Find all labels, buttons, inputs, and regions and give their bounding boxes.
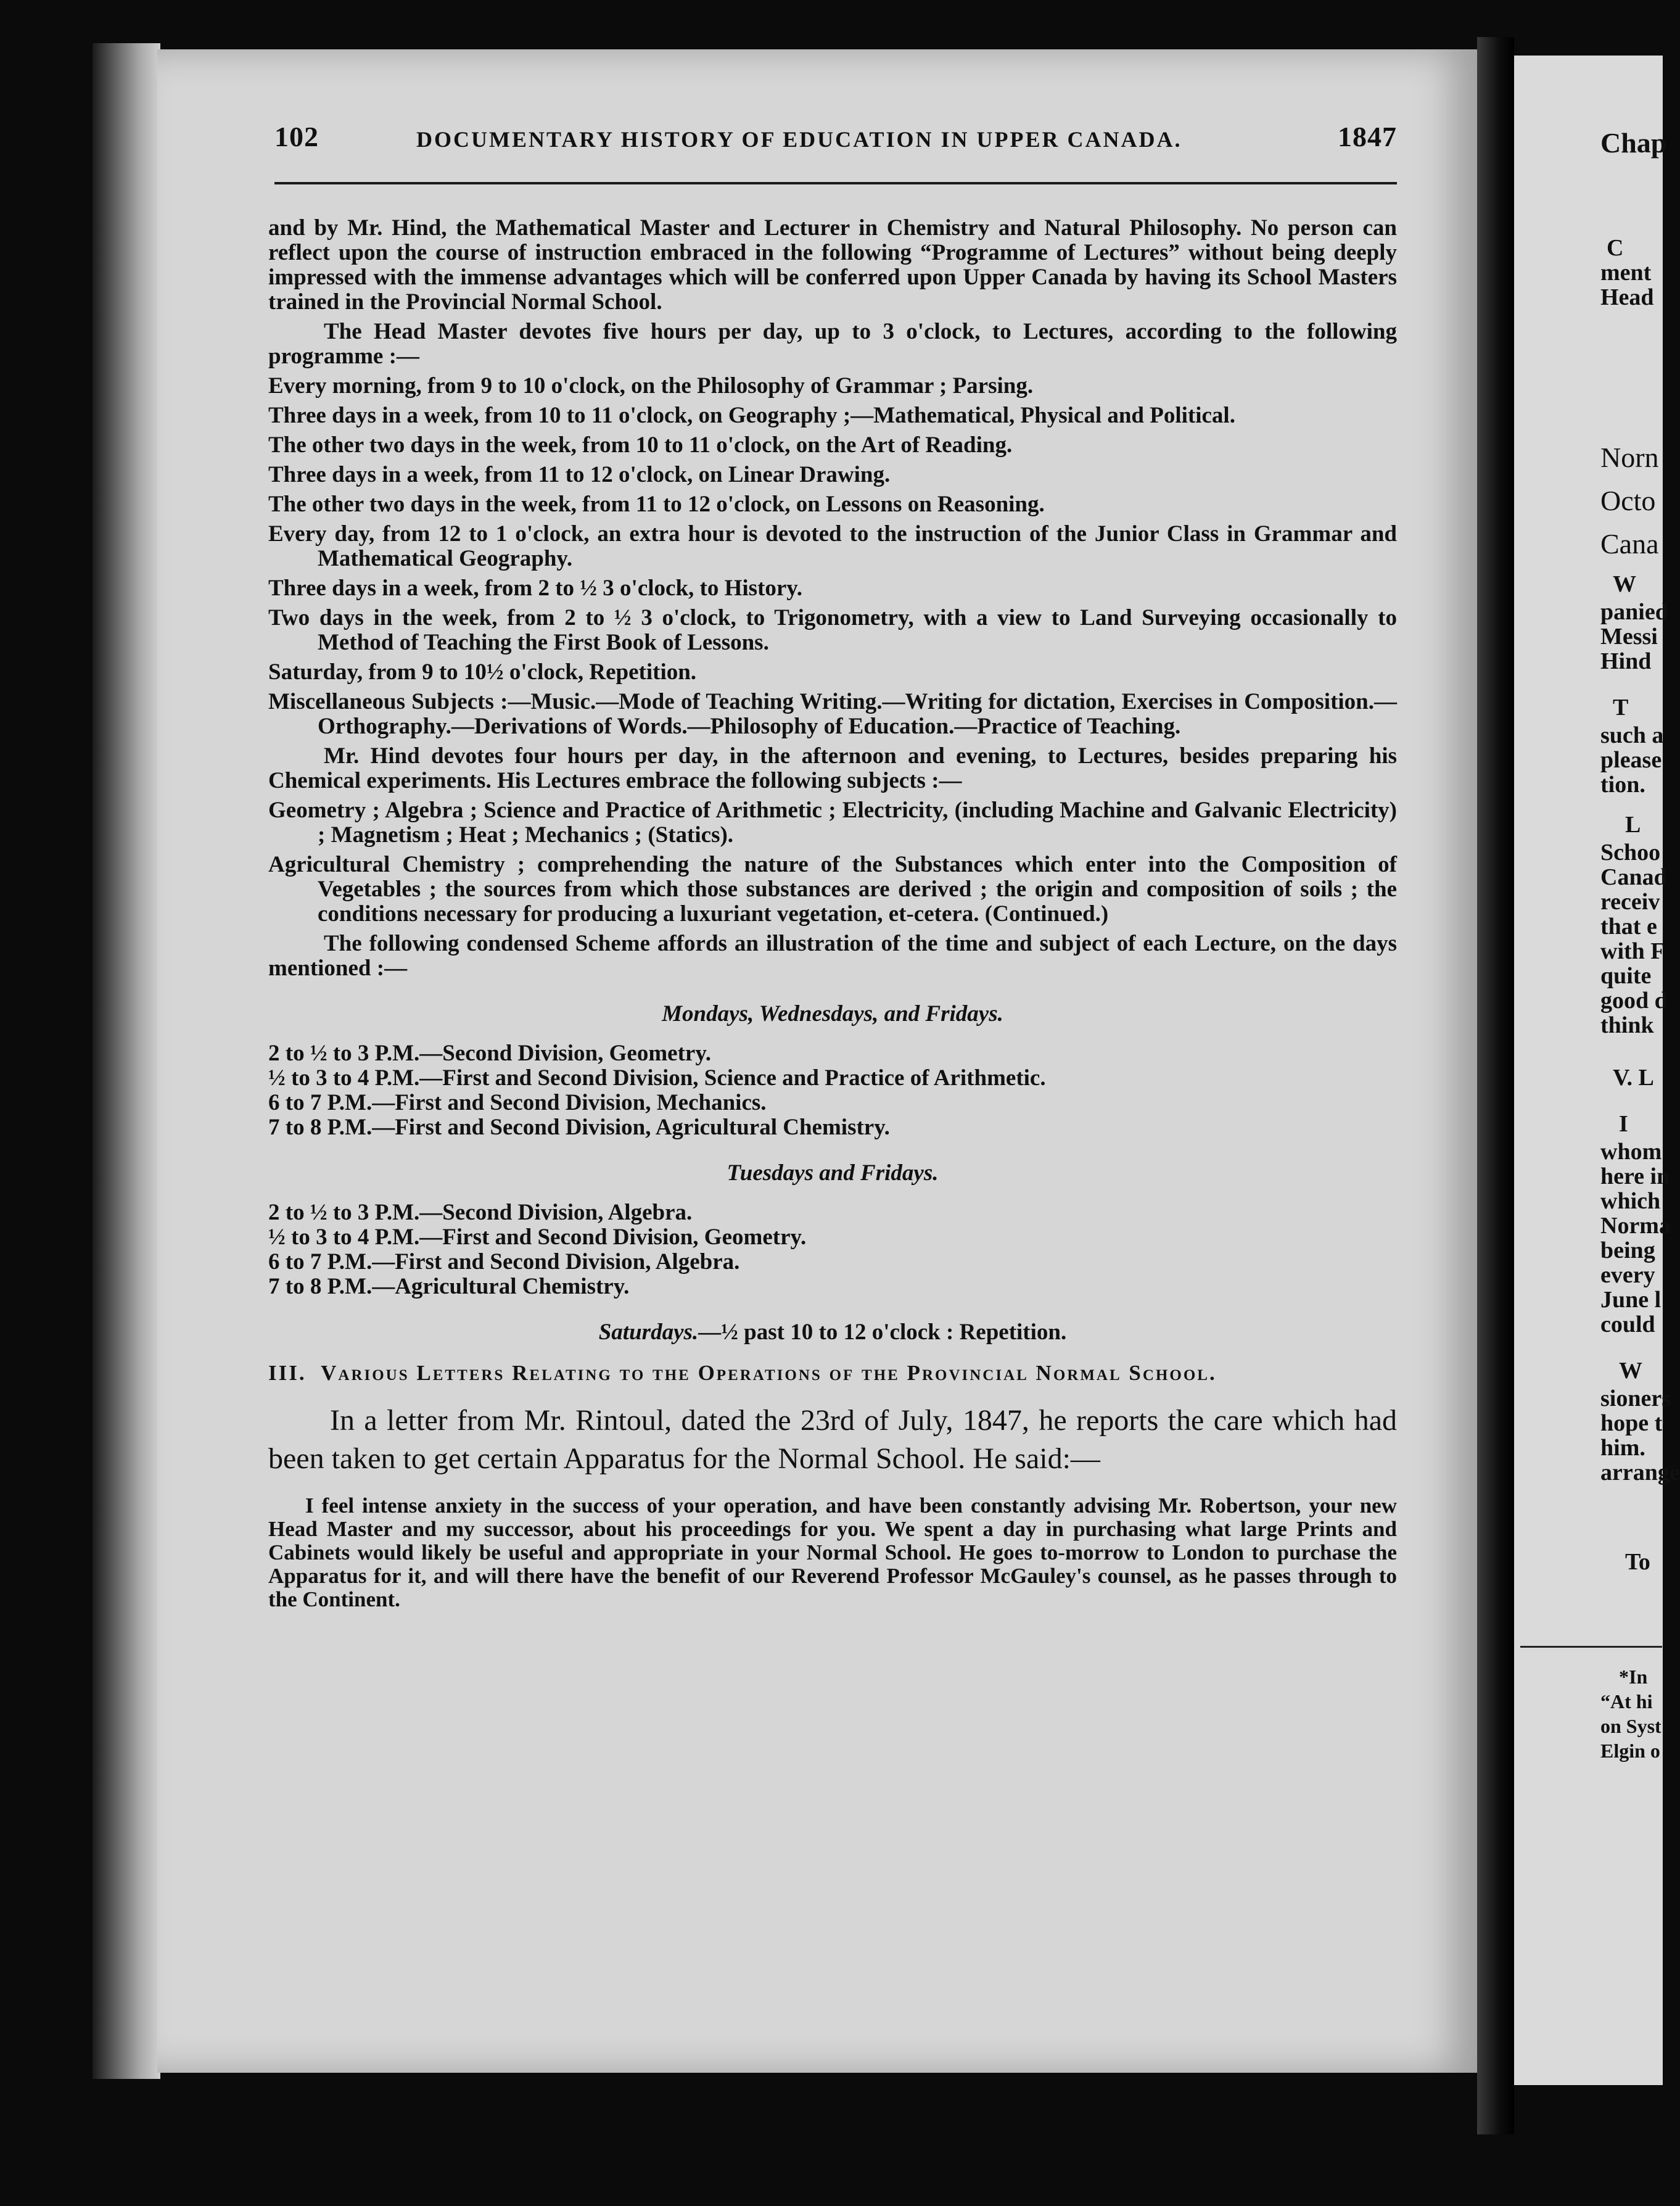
programme-item: The other two days in the week, from 10 to 11 o'clock, on the Art of Reading. bbox=[268, 432, 1013, 458]
right-page-fragment: W bbox=[1619, 1358, 1642, 1384]
programme-item: Three days in a week, from 11 to 12 o'clock, on Linear Drawing. bbox=[268, 462, 891, 487]
right-page-fragment: “At hi bbox=[1600, 1690, 1653, 1712]
section-number: III. bbox=[268, 1361, 307, 1385]
programme-item: Saturday, from 9 to 10½ o'clock, Repetition. bbox=[268, 659, 697, 685]
right-page-edge bbox=[1514, 56, 1680, 2085]
scan-left-edge bbox=[93, 43, 160, 2079]
right-page-fragment: quite bbox=[1600, 963, 1652, 989]
right-page-fragment: L bbox=[1625, 812, 1641, 838]
right-page-fragment: Elgin o bbox=[1600, 1740, 1660, 1762]
schedule-line: 6 to 7 P.M.—First and Second Division, Algebra. bbox=[268, 1249, 740, 1274]
paragraph-rintoul-letter: In a letter from Mr. Rintoul, dated the 23rd of July, 1847, he reports the care which had been taken to get certain Apparatus for the Normal School. He said:— bbox=[268, 1404, 1397, 1475]
right-page-fragment: whom bbox=[1600, 1139, 1662, 1165]
programme-item: Every morning, from 9 to 10 o'clock, on the Philosophy of Grammar ; Parsing. bbox=[268, 373, 1034, 399]
schedule-tf-heading: Tuesdays and Fridays. bbox=[727, 1160, 939, 1186]
schedule-line: 6 to 7 P.M.—First and Second Division, Mechanics. bbox=[268, 1090, 767, 1115]
right-page-fragment: ment bbox=[1600, 260, 1652, 286]
right-page-fragment: which bbox=[1600, 1188, 1661, 1214]
programme-item: Miscellaneous Subjects :—Music.—Mode of Teaching Writing.—Writing for dictation, Exercises in Composition.—Orthography.—Derivations of Words.—Philosophy of Education.—Practice of Teaching. bbox=[268, 689, 1397, 739]
right-page-fragment: Octo bbox=[1600, 485, 1656, 516]
right-page-fragment: C bbox=[1607, 235, 1624, 261]
right-page-fragment: Norma bbox=[1600, 1213, 1671, 1239]
right-page-fragment: To bbox=[1625, 1549, 1650, 1575]
right-page-fragment: I bbox=[1619, 1111, 1628, 1137]
programme-item: Every day, from 12 to 1 o'clock, an extra hour is devoted to the instruction of the Junior Class in Grammar and Mathematical Geography. bbox=[268, 521, 1397, 571]
right-page-fragment: June l bbox=[1600, 1287, 1661, 1313]
right-page-fragment: W bbox=[1613, 571, 1636, 597]
schedule-line: ½ to 3 to 4 P.M.—First and Second Division, Science and Practice of Arithmetic. bbox=[268, 1065, 1046, 1091]
running-title: DOCUMENTARY HISTORY OF EDUCATION IN UPPER CANADA. bbox=[416, 127, 1182, 152]
programme-item: Three days in a week, from 10 to 11 o'clock, on Geography ;—Mathematical, Physical and Political. bbox=[268, 403, 1235, 428]
right-page-fragment: every bbox=[1600, 1262, 1655, 1288]
saturdays-label: Saturdays. bbox=[598, 1320, 699, 1345]
right-page-fragment: please bbox=[1600, 747, 1662, 773]
right-page-fragment: being bbox=[1600, 1237, 1655, 1263]
right-page-fragment: Chap bbox=[1600, 127, 1667, 159]
right-page-fragment: Messi bbox=[1600, 624, 1658, 650]
right-page-fragment: Hind bbox=[1600, 648, 1652, 674]
saturdays-line bbox=[268, 1320, 1397, 1345]
right-page-fragment: Head bbox=[1600, 284, 1654, 310]
running-year: 1847 bbox=[1338, 121, 1397, 152]
letter-quote: I feel intense anxiety in the success of your operation, and have been constantly advising Mr. Robertson, your new Head Master and my successor, about his proceedings for you. We spent a day in purchasing what large Prints and Cabinets would likely be useful and appropriate in your Normal School. He goes to-morrow to London to purchase the Apparatus for it, and will there have the benefit of our Reverend Professor McGauley's counsel, as he passes through to the Continent. bbox=[268, 1493, 1397, 1611]
hind-subject: Geometry ; Algebra ; Science and Practice of Arithmetic ; Electricity, (including Machine and Galvanic Electricity) ; Magnetism ; Heat ; Mechanics ; (Statics). bbox=[268, 798, 1397, 848]
right-page-fragment: V. L bbox=[1613, 1065, 1654, 1091]
right-page-fragment: receiv bbox=[1600, 889, 1660, 915]
page-number: 102 bbox=[274, 121, 319, 152]
right-page-fragment: tion. bbox=[1600, 772, 1645, 798]
right-page-fragment: Norn bbox=[1600, 442, 1659, 473]
right-page-fragment: on Syst bbox=[1600, 1715, 1661, 1737]
right-page-fragment: sioners bbox=[1600, 1386, 1671, 1411]
running-head bbox=[274, 120, 1397, 163]
right-page-fragment: here in bbox=[1600, 1163, 1670, 1189]
right-page-fragment: Cana bbox=[1600, 528, 1659, 560]
right-page-fragment: could bbox=[1600, 1312, 1655, 1337]
schedule-line: 2 to ½ to 3 P.M.—Second Division, Geometry. bbox=[268, 1041, 712, 1066]
programme-item: The other two days in the week, from 11 to 12 o'clock, on Lessons on Reasoning. bbox=[268, 492, 1045, 517]
paragraph-scheme-intro: The following condensed Scheme affords an illustration of the time and subject of each Lecture, on the days mentioned :— bbox=[268, 931, 1397, 981]
page-body bbox=[268, 216, 1397, 1616]
hind-subject: Agricultural Chemistry ; comprehending the nature of the Substances which enter into the Composition of Vegetables ; the sources from which those substances are derived ; the origin and composition of soils ; the conditions necessary for producing a luxuriant vegetation, et-cetera. (Continued.) bbox=[268, 852, 1397, 927]
schedule-line: 7 to 8 P.M.—First and Second Division, Agricultural Chemistry. bbox=[268, 1115, 890, 1140]
schedule-mwf-heading: Mondays, Wednesdays, and Fridays. bbox=[662, 1001, 1003, 1027]
right-page-fragment: Schoo bbox=[1600, 840, 1661, 865]
book-gutter bbox=[1477, 37, 1514, 2134]
section-heading bbox=[268, 1361, 1397, 1386]
right-page-fragment: T bbox=[1613, 695, 1629, 721]
paragraph-hind-lectures: Mr. Hind devotes four hours per day, in the afternoon and evening, to Lectures, besides preparing his Chemical experiments. His Lectures embrace the following subjects :— bbox=[268, 743, 1397, 793]
right-page-footnote-rule bbox=[1520, 1646, 1662, 1648]
paragraph-head-master: The Head Master devotes five hours per day, up to 3 o'clock, to Lectures, according to the following programme :— bbox=[268, 319, 1397, 369]
right-page-fragment: him. bbox=[1600, 1435, 1645, 1461]
schedule-line: 7 to 8 P.M.—Agricultural Chemistry. bbox=[268, 1274, 630, 1299]
right-page-fragment: with F bbox=[1600, 938, 1665, 964]
right-page-fragment: *In bbox=[1619, 1666, 1648, 1688]
right-page-fragment: think bbox=[1600, 1012, 1654, 1038]
right-page-fragment: good d bbox=[1600, 988, 1668, 1014]
right-page-fragment: arrange bbox=[1600, 1460, 1680, 1485]
left-page bbox=[157, 49, 1477, 2073]
programme-item: Two days in the week, from 2 to ½ 3 o'clock, to Trigonometry, with a view to Land Surveying occasionally to Method of Teaching the First Book of Lessons. bbox=[268, 605, 1397, 655]
header-rule bbox=[274, 182, 1397, 184]
right-page-fragment: such a bbox=[1600, 722, 1664, 748]
schedule-line: ½ to 3 to 4 P.M.—First and Second Division, Geometry. bbox=[268, 1225, 807, 1250]
right-page-fragment: that e bbox=[1600, 914, 1657, 940]
section-title: Various Letters Relating to the Operations of the Provincial Normal School. bbox=[321, 1361, 1217, 1385]
right-page-fragment: hope t bbox=[1600, 1410, 1663, 1436]
schedule-line: 2 to ½ to 3 P.M.—Second Division, Algebra. bbox=[268, 1200, 693, 1225]
paragraph-hind-intro: and by Mr. Hind, the Mathematical Master and Lecturer in Chemistry and Natural Philosophy. No person can reflect upon the course of instruction embraced in the following “Programme of Lectures” without being deeply impressed with the immense advantages which will be conferred upon Upper Canada by having its School Masters trained in the Provincial Normal School. bbox=[268, 215, 1397, 315]
right-page-fragment: Canad bbox=[1600, 864, 1667, 890]
saturdays-text: —½ past 10 to 12 o'clock : Repetition. bbox=[698, 1320, 1067, 1345]
programme-item: Three days in a week, from 2 to ½ 3 o'clock, to History. bbox=[268, 576, 803, 601]
right-page-fragment: panied bbox=[1600, 599, 1668, 625]
